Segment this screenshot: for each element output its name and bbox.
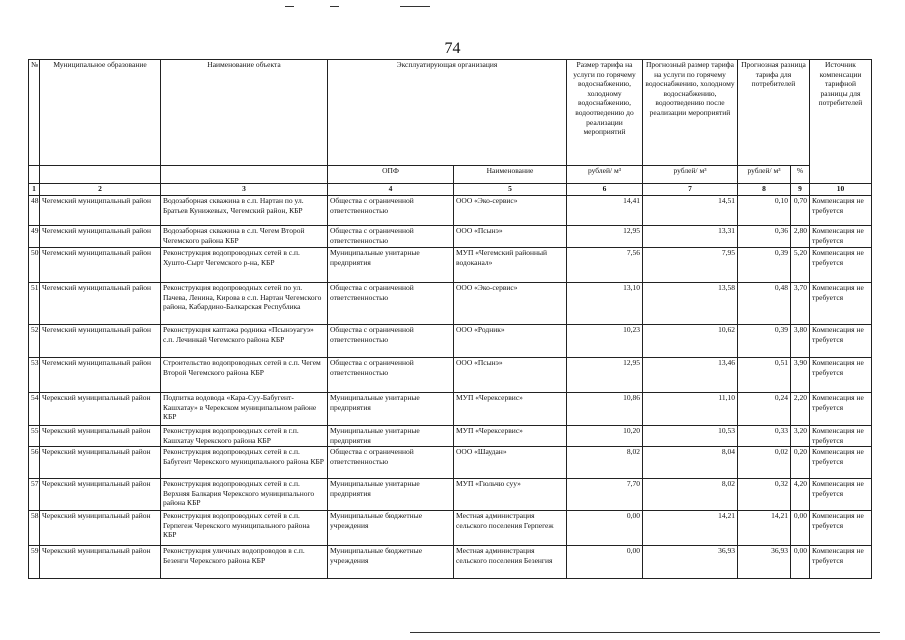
municipality-cell: Чегемский муниципальный район (40, 196, 161, 226)
object-cell: Реконструкция водопроводных сетей в с.п. Герпегеж Черекского муниципального района КБР (161, 511, 328, 546)
source-cell: Компенсация не требуется (810, 196, 872, 226)
percent-cell: 5,20 (791, 248, 810, 283)
table-body (29, 196, 872, 579)
operator-name-cell: Местная администрация сельского поселения Безенгия (454, 546, 567, 579)
column-index: 4 (328, 184, 454, 196)
object-cell: Реконструкция водопроводных сетей в с.п. Хушто-Сырт Чегемского р-на, КБР (161, 248, 328, 283)
header-opf: ОПФ (328, 166, 454, 184)
source-cell: Компенсация не требуется (810, 226, 872, 248)
forecast-cell: 13,46 (643, 358, 738, 393)
table-row (29, 546, 872, 579)
opf-cell: Общества с ограниченной ответственностью (328, 325, 454, 358)
tariff-cell: 13,10 (567, 283, 643, 325)
object-cell: Строительство водопроводных сетей в с.п. Чегем Второй Чегемского района КБР (161, 358, 328, 393)
forecast-cell: 8,04 (643, 447, 738, 479)
row-number: 49 (29, 226, 40, 248)
tariff-cell: 7,70 (567, 479, 643, 511)
source-cell: Компенсация не требуется (810, 248, 872, 283)
object-cell: Водозаборная скважина в с.п. Чегем Второй Чегемского района КБР (161, 226, 328, 248)
tariff-cell: 8,02 (567, 447, 643, 479)
column-index: 8 (738, 184, 791, 196)
diff-cell: 0,36 (738, 226, 791, 248)
column-index: 6 (567, 184, 643, 196)
municipality-cell: Черекский муниципальный район (40, 426, 161, 447)
percent-cell: 3,90 (791, 358, 810, 393)
forecast-cell: 36,93 (643, 546, 738, 579)
header-name: Наименование (454, 166, 567, 184)
municipality-cell: Чегемский муниципальный район (40, 358, 161, 393)
column-index: 2 (40, 184, 161, 196)
table-row (29, 248, 872, 283)
table-row (29, 283, 872, 325)
forecast-cell: 8,02 (643, 479, 738, 511)
source-cell: Компенсация не требуется (810, 479, 872, 511)
operator-name-cell: ООО «Эко-сервис» (454, 196, 567, 226)
operator-name-cell: ООО «Шаудан» (454, 447, 567, 479)
tariff-cell: 7,56 (567, 248, 643, 283)
percent-cell: 3,20 (791, 426, 810, 447)
percent-cell: 2,80 (791, 226, 810, 248)
operator-name-cell: ООО «Эко-сервис» (454, 283, 567, 325)
diff-cell: 0,39 (738, 248, 791, 283)
opf-cell: Общества с ограниченной ответственностью (328, 358, 454, 393)
object-cell: Реконструкция уличных водопроводов в с.п. Безенги Черекского района КБР (161, 546, 328, 579)
municipality-cell: Черекский муниципальный район (40, 479, 161, 511)
tariff-cell: 0,00 (567, 546, 643, 579)
forecast-cell: 13,31 (643, 226, 738, 248)
operator-name-cell: МУП «Гюльчю суу» (454, 479, 567, 511)
object-cell: Реконструкция водопроводных сетей в с.п. Бабугент Черекского муниципального района КБР (161, 447, 328, 479)
row-number: 54 (29, 393, 40, 426)
header-unit-tariff: рублей/ м³ (567, 166, 643, 184)
tariff-cell: 14,41 (567, 196, 643, 226)
tariff-cell: 10,20 (567, 426, 643, 447)
header-municipality: Муниципальное образование (40, 60, 161, 166)
object-cell: Водозаборная скважина в с.п. Нартан по ул. Братьев Кунижевых, Чегемский район, КБР (161, 196, 328, 226)
percent-cell: 0,70 (791, 196, 810, 226)
column-index: 7 (643, 184, 738, 196)
source-cell: Компенсация не требуется (810, 325, 872, 358)
tariff-cell: 12,95 (567, 358, 643, 393)
header-object: Наименование объекта (161, 60, 328, 166)
diff-cell: 0,32 (738, 479, 791, 511)
diff-cell: 0,33 (738, 426, 791, 447)
scribble-mark (285, 6, 294, 7)
table-row (29, 226, 872, 248)
tariff-cell: 0,00 (567, 511, 643, 546)
header-unit-diff: рублей/ м³ (738, 166, 791, 184)
operator-name-cell: МУП «Черексервис» (454, 426, 567, 447)
source-cell: Компенсация не требуется (810, 447, 872, 479)
column-index: 10 (810, 184, 872, 196)
opf-cell: Общества с ограниченной ответственностью (328, 283, 454, 325)
percent-cell: 0,00 (791, 511, 810, 546)
diff-cell: 0,10 (738, 196, 791, 226)
percent-cell: 3,70 (791, 283, 810, 325)
percent-cell: 0,00 (791, 546, 810, 579)
operator-name-cell: ООО «Псынэ» (454, 358, 567, 393)
table-row (29, 479, 872, 511)
opf-cell: Общества с ограниченной ответственностью (328, 447, 454, 479)
opf-cell: Муниципальные унитарные предприятия (328, 393, 454, 426)
tariff-cell: 12,95 (567, 226, 643, 248)
scribble-mark (330, 6, 339, 7)
object-cell: Подпитка водовода «Кара-Суу-Бабугент-Кашхатау» в Черекском муниципальном районе КБР (161, 393, 328, 426)
page-number: 74 (444, 40, 461, 57)
forecast-cell: 10,53 (643, 426, 738, 447)
opf-cell: Муниципальные бюджетные учреждения (328, 511, 454, 546)
municipality-cell: Черекский муниципальный район (40, 393, 161, 426)
opf-cell: Муниципальные унитарные предприятия (328, 248, 454, 283)
forecast-cell: 13,58 (643, 283, 738, 325)
header-percent: % (791, 166, 810, 184)
forecast-cell: 10,62 (643, 325, 738, 358)
table-row (29, 426, 872, 447)
source-cell: Компенсация не требуется (810, 546, 872, 579)
opf-cell: Муниципальные унитарные предприятия (328, 479, 454, 511)
operator-name-cell: ООО «Псынэ» (454, 226, 567, 248)
row-number: 56 (29, 447, 40, 479)
municipality-cell: Чегемский муниципальный район (40, 325, 161, 358)
forecast-cell: 14,51 (643, 196, 738, 226)
object-cell: Реконструкция каптажа родника «Псынэуагуэ» с.п. Лечинкай Чегемского района КБР (161, 325, 328, 358)
header-diff: Прогнозная разница тарифа для потребителей (738, 60, 810, 166)
diff-cell: 0,24 (738, 393, 791, 426)
header-no: № (29, 60, 40, 166)
operator-name-cell: ООО «Родник» (454, 325, 567, 358)
source-cell: Компенсация не требуется (810, 358, 872, 393)
column-index: 1 (29, 184, 40, 196)
operator-name-cell: МУП «Черексервис» (454, 393, 567, 426)
table-row (29, 358, 872, 393)
header-unit-forecast: рублей/ м³ (643, 166, 738, 184)
row-number: 58 (29, 511, 40, 546)
percent-cell: 3,80 (791, 325, 810, 358)
percent-cell: 0,20 (791, 447, 810, 479)
object-cell: Реконструкция водопроводных сетей в г.п. Кашхатау Черекского района КБР (161, 426, 328, 447)
table-row (29, 196, 872, 226)
tariff-table (28, 59, 872, 579)
municipality-cell: Черекский муниципальный район (40, 511, 161, 546)
table-row (29, 393, 872, 426)
scribble-mark (410, 632, 880, 633)
row-number: 52 (29, 325, 40, 358)
row-number: 50 (29, 248, 40, 283)
header-tariff: Размер тарифа на услуги по горячему водоснабжению, холодному водоснабжению, водоотведению до реализации мероприятий (567, 60, 643, 166)
source-cell: Компенсация не требуется (810, 511, 872, 546)
percent-cell: 4,20 (791, 479, 810, 511)
municipality-cell: Чегемский муниципальный район (40, 226, 161, 248)
diff-cell: 0,51 (738, 358, 791, 393)
opf-cell: Общества с ограниченной ответственностью (328, 196, 454, 226)
diff-cell: 0,48 (738, 283, 791, 325)
opf-cell: Общества с ограниченной ответственностью (328, 226, 454, 248)
column-index: 3 (161, 184, 328, 196)
header-forecast: Прогнозный размер тарифа на услуги по горячему водоснабжению, холодному водоснабжению, водоотведению после реализации мероприятий (643, 60, 738, 166)
row-number: 59 (29, 546, 40, 579)
diff-cell: 0,02 (738, 447, 791, 479)
tariff-cell: 10,23 (567, 325, 643, 358)
diff-cell: 36,93 (738, 546, 791, 579)
municipality-cell: Черекский муниципальный район (40, 447, 161, 479)
source-cell: Компенсация не требуется (810, 393, 872, 426)
percent-cell: 2,20 (791, 393, 810, 426)
header-operator: Эксплуатирующая организация (328, 60, 567, 166)
opf-cell: Муниципальные унитарные предприятия (328, 426, 454, 447)
forecast-cell: 11,10 (643, 393, 738, 426)
source-cell: Компенсация не требуется (810, 426, 872, 447)
header-source: Источник компенсации тарифной разницы для потребителей (810, 60, 872, 184)
row-number: 57 (29, 479, 40, 511)
forecast-cell: 14,21 (643, 511, 738, 546)
column-index: 9 (791, 184, 810, 196)
source-cell: Компенсация не требуется (810, 283, 872, 325)
table-row (29, 325, 872, 358)
row-number: 53 (29, 358, 40, 393)
diff-cell: 0,39 (738, 325, 791, 358)
table-row (29, 447, 872, 479)
operator-name-cell: Местная администрация сельского поселения Герпегеж (454, 511, 567, 546)
opf-cell: Муниципальные бюджетные учреждения (328, 546, 454, 579)
table-row (29, 511, 872, 546)
row-number: 55 (29, 426, 40, 447)
object-cell: Реконструкция водопроводных сетей в с.п. Верхняя Балкария Черекского муниципального района КБР (161, 479, 328, 511)
scribble-mark (400, 6, 430, 7)
diff-cell: 14,21 (738, 511, 791, 546)
municipality-cell: Чегемский муниципальный район (40, 283, 161, 325)
row-number: 51 (29, 283, 40, 325)
column-index: 5 (454, 184, 567, 196)
municipality-cell: Чегемский муниципальный район (40, 248, 161, 283)
row-number: 48 (29, 196, 40, 226)
tariff-cell: 10,86 (567, 393, 643, 426)
operator-name-cell: МУП «Чегемский районный водоканал» (454, 248, 567, 283)
object-cell: Реконструкция водопроводных сетей по ул. Пачева, Ленина, Кирова в с.п. Нартан Чегемского района, Кабардино-Балкарская Республика (161, 283, 328, 325)
municipality-cell: Черекский муниципальный район (40, 546, 161, 579)
forecast-cell: 7,95 (643, 248, 738, 283)
